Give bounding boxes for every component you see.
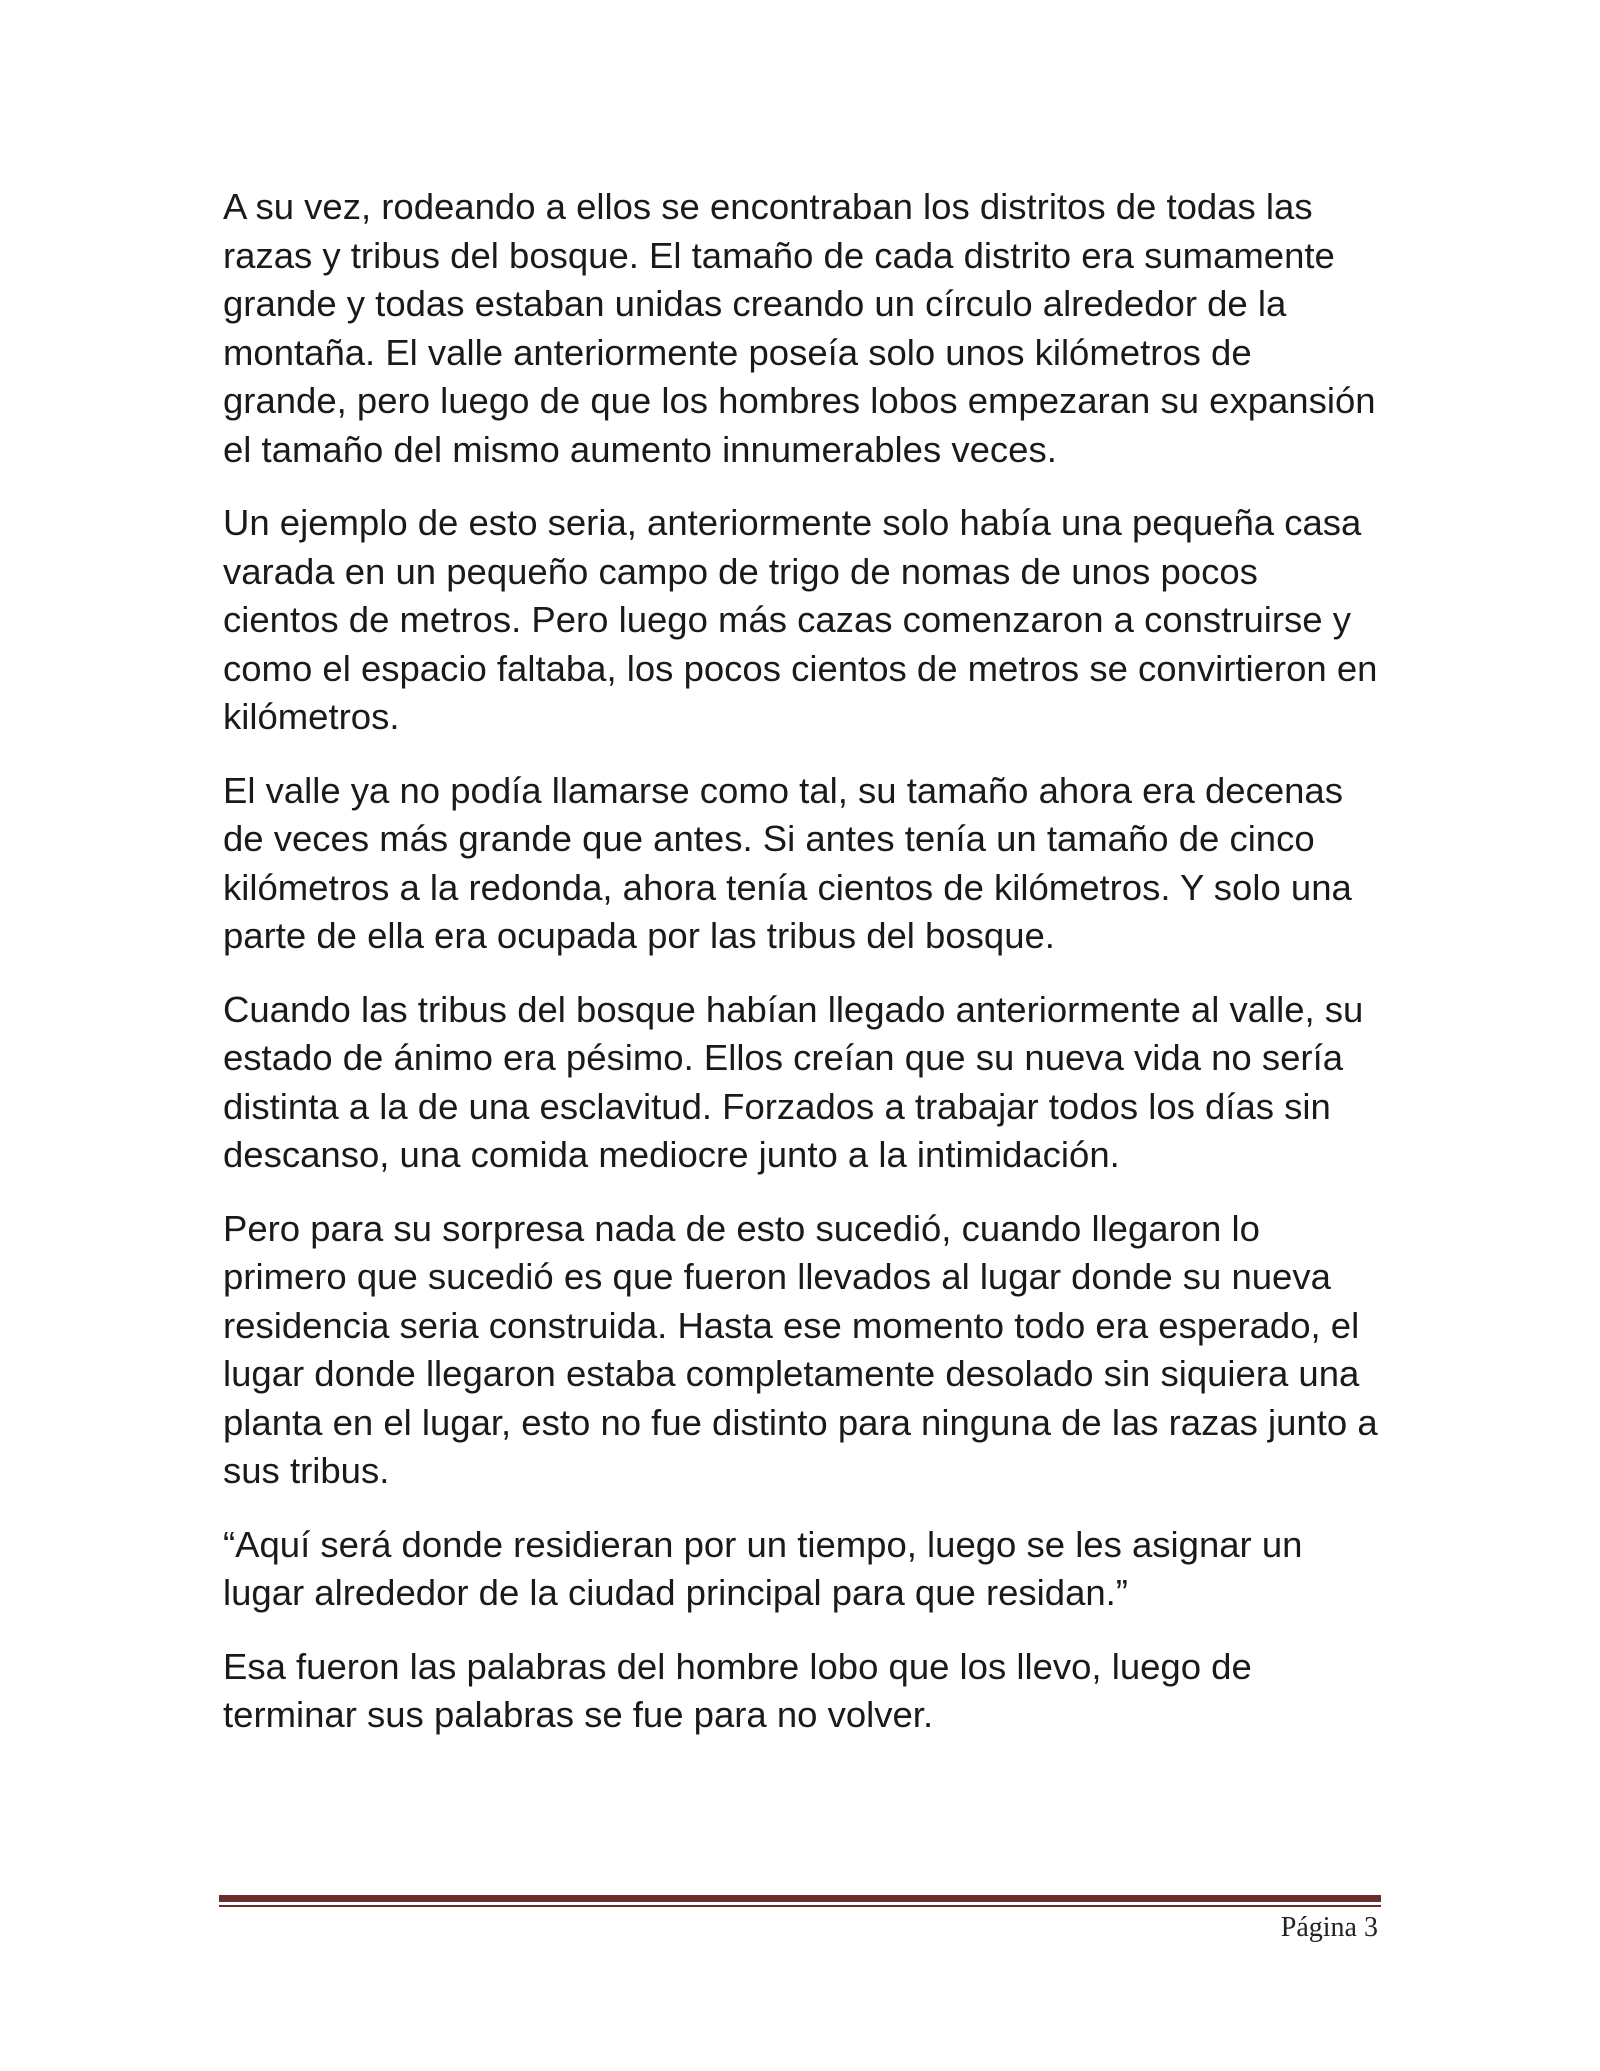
footer-rule-thick [219,1895,1381,1902]
footer-rule-thin [219,1905,1381,1907]
body-text [223,183,1383,1765]
paragraph-5: Pero para su sorpresa nada de esto sucedió, cuando llegaron lo primero que sucedió es que fueron llevados al lugar donde su nueva residencia seria construida. Hasta ese momento todo era esperado, el lugar donde llegaron estaba completamente desolado sin siquiera una planta en el lugar, esto no fue distinto para ninguna de las razas junto a sus tribus. [223,1207,1378,1491]
paragraph-4: Cuando las tribus del bosque habían llegado anteriormente al valle, su estado de ánimo era pésimo. Ellos creían que su nueva vida no sería distinta a la de una esclavitud. Forzados a trabajar todos los días sin descanso, una comida mediocre junto a la intimidación. [223,988,1364,1175]
paragraph-3: El valle ya no podía llamarse como tal, su tamaño ahora era decenas de veces más grande que antes. Si antes tenía un tamaño de cinco kilómetros a la redonda, ahora tenía cientos de kilómetros. Y solo una parte de ella era ocupada por las tribus del bosque. [223,769,1352,956]
paragraph-7: Esa fueron las palabras del hombre lobo que los llevo, luego de terminar sus palabras se fue para no volver. [223,1645,1252,1735]
paragraph-6-quote: “Aquí será donde residieran por un tiempo, luego se les asignar un lugar alrededor de la ciudad principal para que residan.” [223,1523,1303,1613]
page-number: Página 3 [1280,1912,1378,1943]
paragraph-1: A su vez, rodeando a ellos se encontraban los distritos de todas las razas y tribus del bosque. El tamaño de cada distrito era sumamente grande y todas estaban unidas creando un círculo alrededor de la montaña. El valle anteriormente poseía solo unos kilómetros de grande, pero luego de que los hombres lobos empezaran su expansión el tamaño del mismo aumento innumerables veces. [223,186,1376,470]
paragraph-2: Un ejemplo de esto seria, anteriormente solo había una pequeña casa varada en un pequeño campo de trigo de nomas de unos pocos cientos de metros. Pero luego más cazas comenzaron a construirse y como el espacio faltaba, los pocos cientos de metros se convirtieron en kilómetros. [223,502,1378,737]
footer-rule [219,1895,1381,1907]
